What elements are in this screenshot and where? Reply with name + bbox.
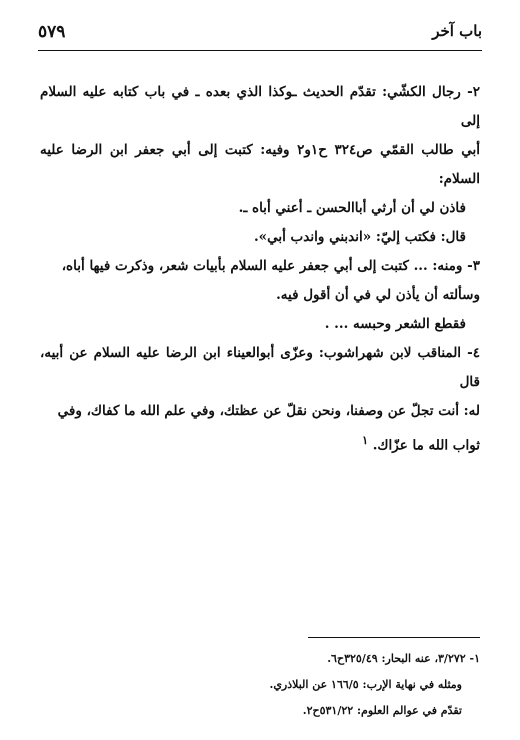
running-title: باب آخر (432, 22, 482, 40)
text-line: ٤- المناقب لابن شهراشوب: وعزّى أبوالعيناء ابن الرضا عليه السلام عن أبيه، قال (40, 345, 480, 390)
header-rule (38, 50, 482, 51)
footnote: ومثله في نهاية الإرب: ١٦٦/٥ عن البلاذري. (269, 678, 462, 691)
text-line: فقطع الشعر وحبسه ... . (324, 316, 466, 332)
footnote: ١- ٣/٢٧٢، عنه البحار: ٣٢٥/٤٩ح٦. (327, 652, 480, 665)
footnotes (40, 646, 480, 724)
text-line: ٣- ومنه: ... كتبت إلى أبي جعفر عليه السلام بأبيات شعر، وذكرت فيها أباه، (61, 258, 480, 274)
text-line: ٢- رجال الكشّي: تقدّم الحديث ـوكذا الذي بعده ـ في باب كتابه عليه السلام إلى (40, 84, 480, 129)
footnote-reference: ١ (361, 433, 368, 447)
text-line: أبي طالب القمّي ص٣٢٤ ح١و٢ وفيه: كتبت إلى أبي جعفر ابن الرضا عليه السلام: (40, 142, 480, 187)
text-line: قال: فكتب إليّ: «اندبني واندب أبي». (253, 229, 466, 245)
main-text (40, 78, 480, 461)
page-number: ٥٧٩ (38, 22, 66, 42)
footnote: تقدّم في عوالم العلوم: ٥٣١/٢٢ح٢. (302, 704, 462, 717)
text-line (40, 426, 480, 461)
text-line: له: أنت تجلّ عن وصفنا، ونحن نقلّ عن عظتك، وفي علم الله ما كفاك، وفي (57, 403, 480, 419)
text-line: فاذن لي أن أرثي أباالحسن ـ أعني أباه ـ. (238, 200, 466, 216)
text-line-content: ثواب الله ما عزّاك. (372, 437, 480, 454)
page-header (38, 22, 482, 46)
text-line: وسألته أن يأذن لي في أن أقول فيه. (276, 287, 480, 303)
footnote-rule (308, 637, 480, 638)
